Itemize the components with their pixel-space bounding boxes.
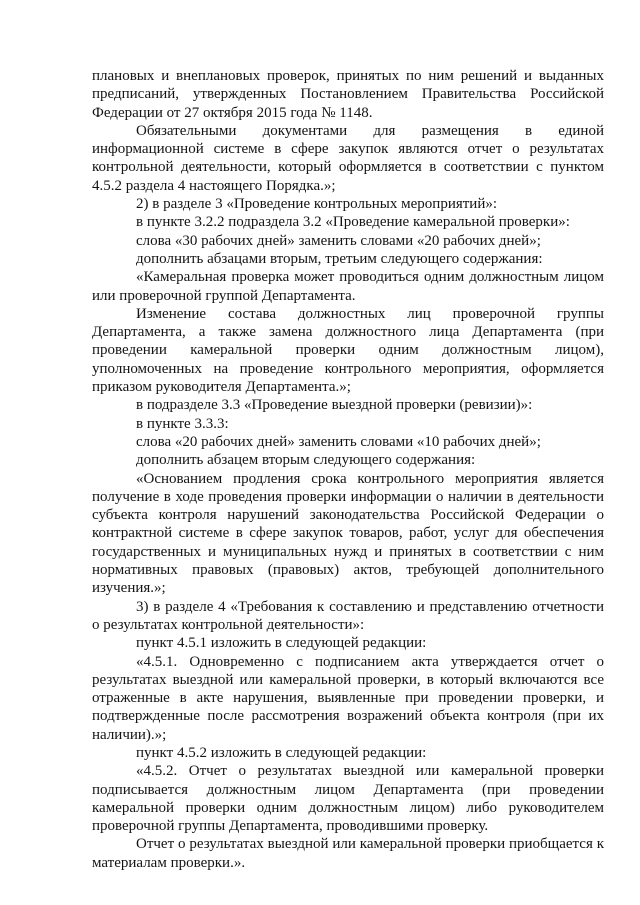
- paragraph-group-change: Изменение состава должностных лиц проверочной группы Департамента, а также замена должностного лица Департамента (при проведении камеральной проверки одним должностным лицом), уполномоченных на проведение контрольного мероприятия, оформляется приказом руководителя Департамента.»;: [92, 305, 604, 396]
- paragraph-item-4-5-2: «4.5.2. Отчет о результатах выездной или камеральной проверки подписывается должностным лицом Департамента (при проведении камеральной проверки одним должностным лицом) либо руководителем проверочной группы Департамента, проводившими проверку.: [92, 763, 604, 835]
- paragraph-subsection-3-3: в подразделе 3.3 «Проведение выездной проверки (ревизии)»:: [136, 397, 533, 414]
- paragraph-add-second: дополнить абзацем вторым следующего содержания:: [136, 452, 476, 469]
- paragraph-item-3-2-2: в пункте 3.2.2 подраздела 3.2 «Проведение камеральной проверки»:: [136, 214, 570, 231]
- paragraph-report-attached: Отчет о результатах выездной или камеральной проверки приобщается к материалам проверки.».: [92, 836, 604, 871]
- paragraph-extension-grounds: «Основанием продления срока контрольного мероприятия является получение в ходе проведения проверки информации о наличии в деятельности субъекта контроля нарушений законодательства Российской Федерации о контрактной системе в сфере закупок товаров, работ, услуг для обеспечения государственных и муниципальных нужд и принятых в соответствии с ним нормативных правовых (правовых) актов, требующей дополнительного изучения.»;: [92, 470, 604, 597]
- paragraph-replace-30-days: слова «30 рабочих дней» заменить словами «20 рабочих дней»;: [136, 232, 541, 249]
- paragraph-item-4-5-2-intro: пункт 4.5.2 изложить в следующей редакции:: [136, 744, 427, 761]
- paragraph-item-4-5-1: «4.5.1. Одновременно с подписанием акта утверждается отчет о результатах выездной или камеральной проверки, в который включаются все отраженные в акте нарушения, выявленные при проведении проверки, и подтвержденные после рассмотрения возражений объекта контроля (при их наличии).»;: [92, 653, 604, 743]
- paragraph-mandatory-documents: Обязательными документами для размещения в единой информационной системе в сфере закупок являются отчет о результатах контрольной деятельности, который оформляется в соответствии с пунктом 4.5.2 раздела 4 настоящего Порядка.»;: [92, 122, 604, 194]
- paragraph-section-3: 2) в разделе 3 «Проведение контрольных мероприятий»:: [136, 196, 498, 213]
- paragraph-item-4-5-1-intro: пункт 4.5.1 изложить в следующей редакции:: [136, 635, 427, 652]
- paragraph-add-paragraphs: дополнить абзацами вторым, третьим следующего содержания:: [136, 250, 543, 267]
- paragraph-desk-audit: «Камеральная проверка может проводиться одним должностным лицом или проверочной группой Департамента.: [92, 269, 604, 304]
- paragraph-continuation: плановых и внеплановых проверок, принятых по ним решений и выданных предписаний, утвержденных Постановлением Правительства Российской Федерации от 27 октября 2015 года № 1148.: [92, 68, 604, 121]
- paragraph-replace-20-days: слова «20 рабочих дней» заменить словами «10 рабочих дней»;: [136, 433, 541, 450]
- document-page: [92, 67, 604, 872]
- paragraph-item-3-3-3: в пункте 3.3.3:: [136, 415, 229, 432]
- paragraph-section-4: 3) в разделе 4 «Требования к составлению и представлению отчетности о результатах контрольной деятельности»:: [92, 598, 604, 633]
